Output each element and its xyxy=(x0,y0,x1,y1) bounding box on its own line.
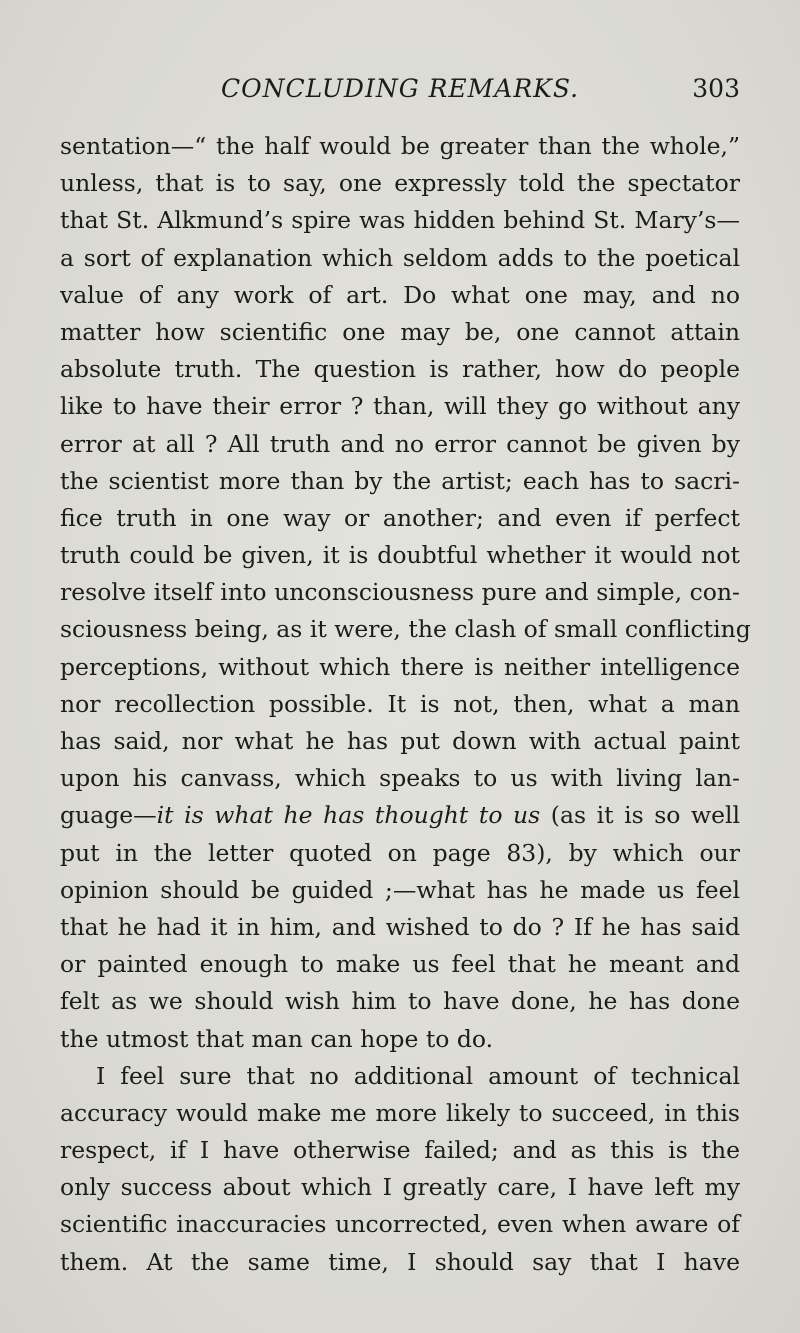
text-line: sentation—“ the half would be greater than the whole,” xyxy=(60,132,740,160)
text-line: felt as we should wish him to have done, he has done xyxy=(60,987,740,1016)
text-line: matter how scientific one may be, one cannot attain xyxy=(60,317,740,346)
text-line: error at all ? All truth and no error cannot be given by xyxy=(60,429,740,458)
text-line: nor recollection possible. It is not, then, what a man xyxy=(60,689,740,718)
text-line: resolve itself into unconsciousness pure and simple, con- xyxy=(60,578,740,607)
running-title: CONCLUDING REMARKS. xyxy=(220,74,580,103)
text-line: opinion should be guided ;—what has he made us feel xyxy=(60,875,740,904)
running-head xyxy=(60,74,740,110)
text-line: them. At the same time, I should say that I have xyxy=(60,1247,740,1276)
paragraph-end-line: the utmost that man can hope to do. xyxy=(60,1024,494,1053)
body-text xyxy=(60,128,751,1281)
text-line: that St. Alkmund’s spire was hidden behind St. Mary’s— xyxy=(60,206,740,235)
text-segment: guage— xyxy=(60,801,157,830)
text-line: respect, if I have otherwise failed; and as this is the xyxy=(60,1136,740,1165)
text-line-with-italic xyxy=(60,797,740,834)
text-line: that he had it in him, and wished to do ? If he has said xyxy=(60,912,740,941)
text-line: or painted enough to make us feel that he meant and xyxy=(60,950,740,979)
text-line: only success about which I greatly care, I have left my xyxy=(60,1173,740,1202)
italic-phrase: it is what he has thought to us xyxy=(156,801,541,830)
text-line: the scientist more than by the artist; each has to sacri- xyxy=(60,466,740,495)
text-line: sciousness being, as it were, the clash of small conflicting xyxy=(60,615,751,644)
text-line: upon his canvass, which speaks to us with living lan- xyxy=(60,764,740,793)
page-number: 303 xyxy=(692,74,740,103)
text-line: like to have their error ? than, will they go without any xyxy=(60,392,740,421)
text-line: absolute truth. The question is rather, how do people xyxy=(60,355,740,384)
text-line: has said, nor what he has put down with actual paint xyxy=(60,727,740,755)
text-line: fice truth in one way or another; and even if perfect xyxy=(60,503,740,532)
text-line: accuracy would make me more likely to succeed, in this xyxy=(60,1098,740,1127)
text-segment: (as it is so well xyxy=(540,801,741,830)
text-line: unless, that is to say, one expressly told the spectator xyxy=(60,169,740,198)
text-line: a sort of explanation which seldom adds to the poetical xyxy=(60,243,740,272)
text-line: scientific inaccuracies uncorrected, even when aware of xyxy=(60,1210,740,1239)
text-line: put in the letter quoted on page 83), by which our xyxy=(60,838,740,867)
text-line: perceptions, without which there is neither intelligence xyxy=(60,652,740,681)
paragraph-start-line: I feel sure that no additional amount of technical xyxy=(96,1061,740,1090)
text-line: value of any work of art. Do what one may, and no xyxy=(60,280,740,309)
text-line: truth could be given, it is doubtful whether it would not xyxy=(60,541,740,570)
